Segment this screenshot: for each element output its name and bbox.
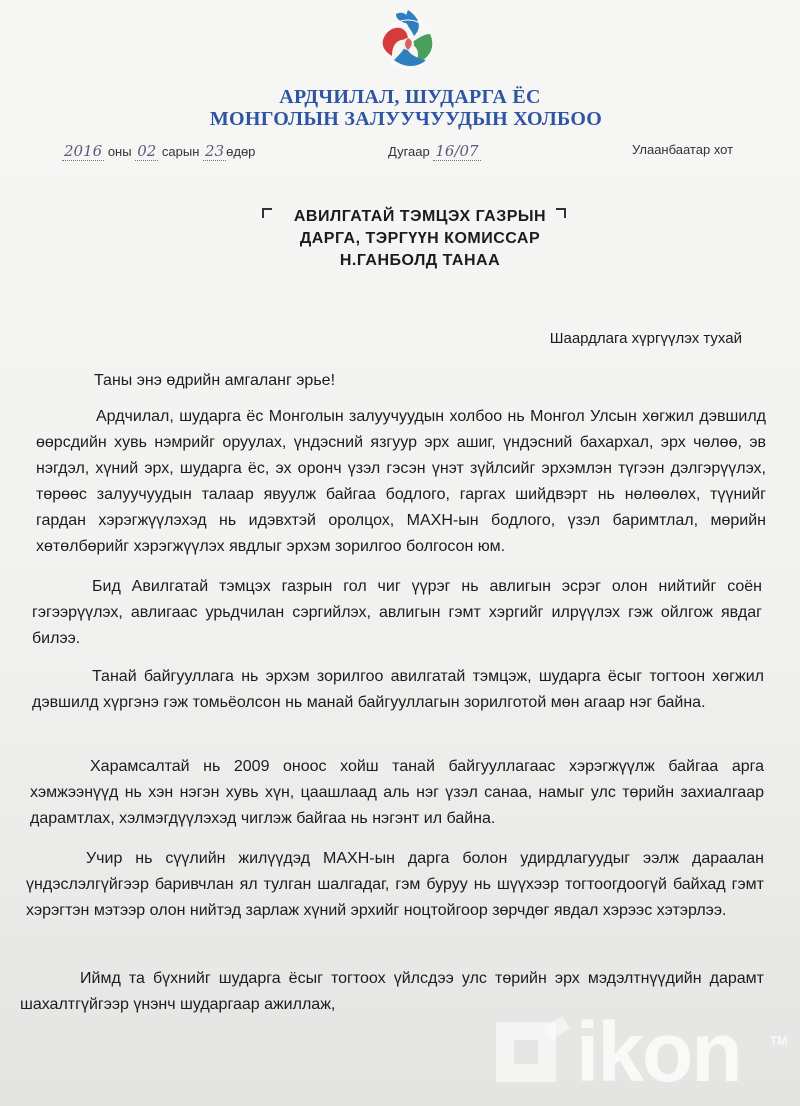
watermark-trademark: TM [770,1034,788,1048]
paragraph-4: Харамсалтай нь 2009 оноос хойш танай байгууллагаас хэрэгжүүлж байгаа арга хэмжээнүүд нь хэн нэгэн хувь хүн, цаашлаад аль нэг үзэл санаа, намыг улс төрийн захиалгаар дарамтлах, хэлмэгдүүлэхэд чиглэж байгаа нь нэгэнт ил байна. [30,758,764,827]
date-month-label: сарын [161,144,200,159]
paragraph-5: Учир нь сүүлийн жилүүдэд МАХН-ын дарга болон удирдлагуудыг ээлж дараалан үндэслэлгүйгээр баривчлан ял тулган шалгадаг, гэм буруу нь шүүхээр тогтоогдоогүй байхад гэмт хэрэгтэн мэтээр олон нийтэд зарлаж хүний эрхийг ноцтойгоор зөрчдөг явдал хэрээс хэтэрлээ. [26,850,764,919]
city-label: Улаанбаатар хот [632,142,734,157]
addressee-line1: АВИЛГАТАЙ ТЭМЦЭХ ГАЗРЫН [293,208,547,225]
date-year: 2016 [64,142,103,160]
paragraph-6: Иймд та бүхнийг шударга ёсыг тогтоох үйлсдээ улс төрийн эрх мэдэлтнүүдийн дарамт шахалтгүйгээр үнэнч шударгаар ажиллаж, [20,970,764,1013]
document-number-label: Дугаар [388,144,430,159]
date-year-label: оны [107,144,132,159]
paragraph-1: Ардчилал, шударга ёс Монголын залуучуудын холбоо нь Монгол Улсын хөгжил дэвшилд өөрсдийн хувь нэмрийг оруулах, үндэсний язгуур эрх ашиг, үндэсний бахархал, эрх чөлөө, эв нэгдэл, хүний эрх, шударга ёс, эх оронч үзэл гэсэн үнэт зүйлсийг эрхэмлэн түгээн дэлгэрүүлэх, төрөөс залуучуудын талаар явуулж байгаа бодлого, гаргах шийдвэрт нь нөлөөлөх, түүнийг гардан хэрэгжүүлэхэд нь идэвхтэй оролцох, МАХН-ын бодлого, үзэл баримтлал, мөрийн хөтөлбөрийг хэрэгжүүлэх явдлыг эрхэм зорилгоо болгосон юм. [36,408,766,555]
date-field [62,142,255,161]
document-number [388,142,481,161]
letter-greeting: Таны энэ өдрийн амгаланг эрье! [94,372,336,389]
watermark-text: ikon [576,1005,741,1099]
addressee-line3: Н.ГАНБОЛД ТАНАА [339,252,501,269]
addressee-line2: ДАРГА, ТЭРГҮҮН КОМИССАР [299,230,541,247]
letter-subject: Шаардлага хүргүүлэх тухай [549,330,742,347]
paragraph-2: Бид Авилгатай тэмцэх газрын гол чиг үүрэг нь авлигын эсрэг олон нийтийг соён гэгээрүүлэх, авлигаас урьдчилан сэргийлэх, авлигын гэмт хэргийг илрүүлэх гэж ойлгож явдаг билээ. [32,578,762,647]
organization-name-line1: АРДЧИЛАЛ, ШУДАРГА ЁС [279,86,541,108]
date-day: 23 [205,142,225,160]
paragraph-3: Танай байгууллага нь эрхэм зорилгоо авилгатай тэмцэж, шударга ёсыг тогтоон хөгжил дэвшилд хүргэнэ гэж томьёолсон нь манай байгууллагын зорилготой мөн агаар нэг байна. [32,668,764,711]
organization-name-line2: МОНГОЛЫН ЗАЛУУЧУУДЫН ХОЛБОО [209,108,603,130]
date-day-label: өдөр [226,144,256,159]
organization-logo-icon [370,4,446,80]
document-number-value: 16/07 [435,142,479,160]
date-month: 02 [137,142,157,160]
